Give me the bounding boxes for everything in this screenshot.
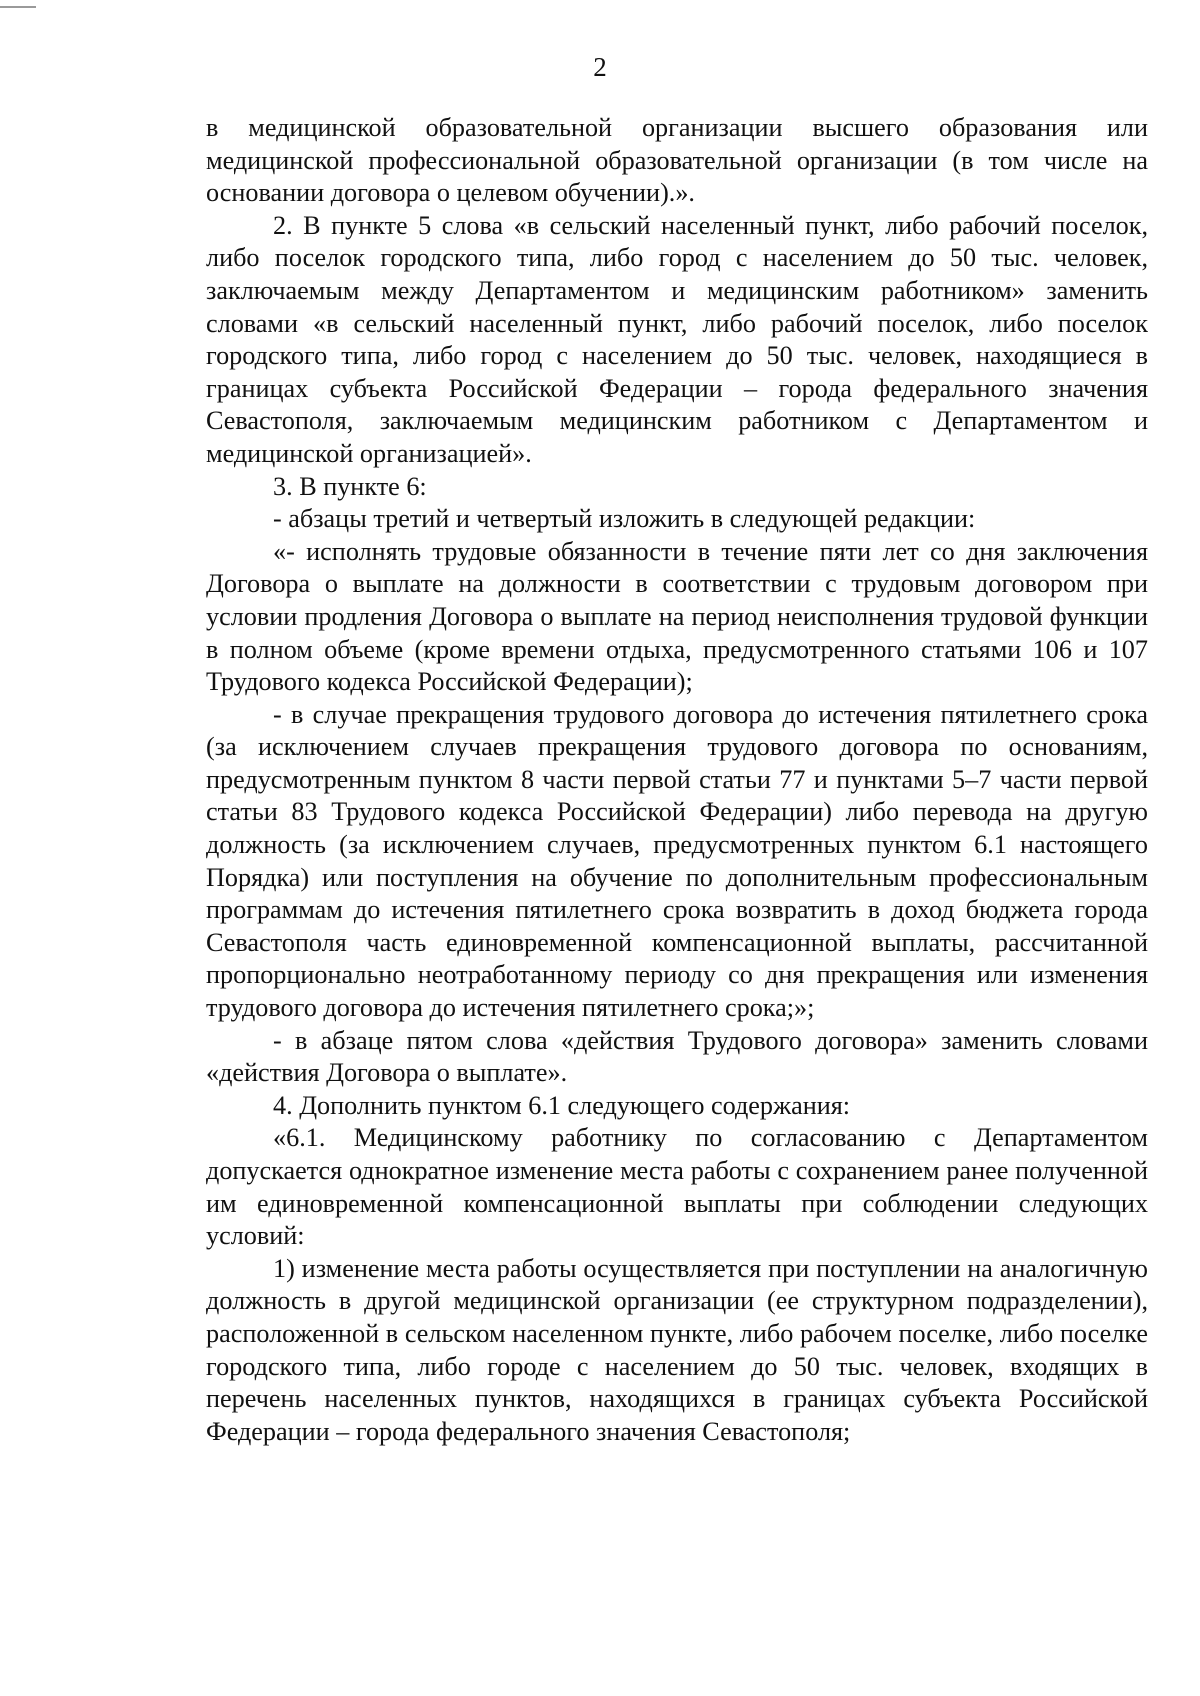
paragraph-10: 1) изменение места работы осуществляется при поступлении на аналогичную должность в другой медицинской организации (ее структурном подразделении), расположенной в сельском населенном пункте, либо рабочем поселке, либо поселке городского типа, либо городе с населением до 50 тыс. человек, входящих в перечень населенных пунктов, находящихся в границах субъекта Российской Федерации – города федерального значения Севастополя; bbox=[206, 1253, 1148, 1446]
paragraph-2: 2. В пункте 5 слова «в сельский населенный пункт, либо рабочий поселок, либо поселок городского типа, либо город с населением до 50 тыс. человек, заключаемым между Департаментом и медицинским работником» заменить словами «в сельский населенный пункт, либо рабочий поселок, либо поселок городского типа, либо город с населением до 50 тыс. человек, находящиеся в границах субъекта Российской Федерации – города федерального значения Севастополя, заключаемым медицинским работником с Департаментом и медицинской организацией». bbox=[206, 210, 1148, 468]
paragraph-7: - в абзаце пятом слова «действия Трудового договора» заменить словами «действия Договора о выплате». bbox=[206, 1025, 1148, 1088]
paragraph-5: «- исполнять трудовые обязанности в течение пяти лет со дня заключения Договора о выплате на должности в соответствии с трудовым договором при условии продления Договора о выплате на период неисполнения трудовой функции в полном объеме (кроме времени отдыха, предусмотренного статьями 106 и 107 Трудового кодекса Российской Федерации); bbox=[206, 536, 1148, 697]
paragraph-4: - абзацы третий и четвертый изложить в следующей редакции: bbox=[273, 504, 976, 534]
paragraph-6: - в случае прекращения трудового договора до истечения пятилетнего срока (за исключением случаев прекращения трудового договора по основаниям, предусмотренным пунктом 8 части первой статьи 77 и пунктами 5–7 части первой статьи 83 Трудового кодекса Российской Федерации) либо перевода на другую должность (за исключением случаев, предусмотренных пунктом 6.1 настоящего Порядка) или поступления на обучение по дополнительным профессиональным программам до истечения пятилетнего срока возвратить в доход бюджета города Севастополя часть единовременной компенсационной выплаты, рассчитанной пропорционально неотработанному периоду со дня прекращения или изменения трудового договора до истечения пятилетнего срока;»; bbox=[206, 699, 1148, 1023]
paragraph-8: 4. Дополнить пунктом 6.1 следующего содержания: bbox=[273, 1090, 851, 1120]
document-body bbox=[206, 112, 1148, 1448]
paragraph-1: в медицинской образовательной организации высшего образования или медицинской профессиональной образовательной организации (в том числе на основании договора о целевом обучении).». bbox=[206, 113, 1148, 208]
paragraph-9: «6.1. Медицинскому работнику по согласованию с Департаментом допускается однократное изменение места работы с сохранением ранее полученной им единовременной компенсационной выплаты при соблюдении следующих условий: bbox=[206, 1123, 1148, 1251]
page-number: 2 bbox=[593, 52, 607, 82]
scan-edge-mark bbox=[0, 6, 36, 8]
paragraph-3: 3. В пункте 6: bbox=[273, 471, 427, 501]
